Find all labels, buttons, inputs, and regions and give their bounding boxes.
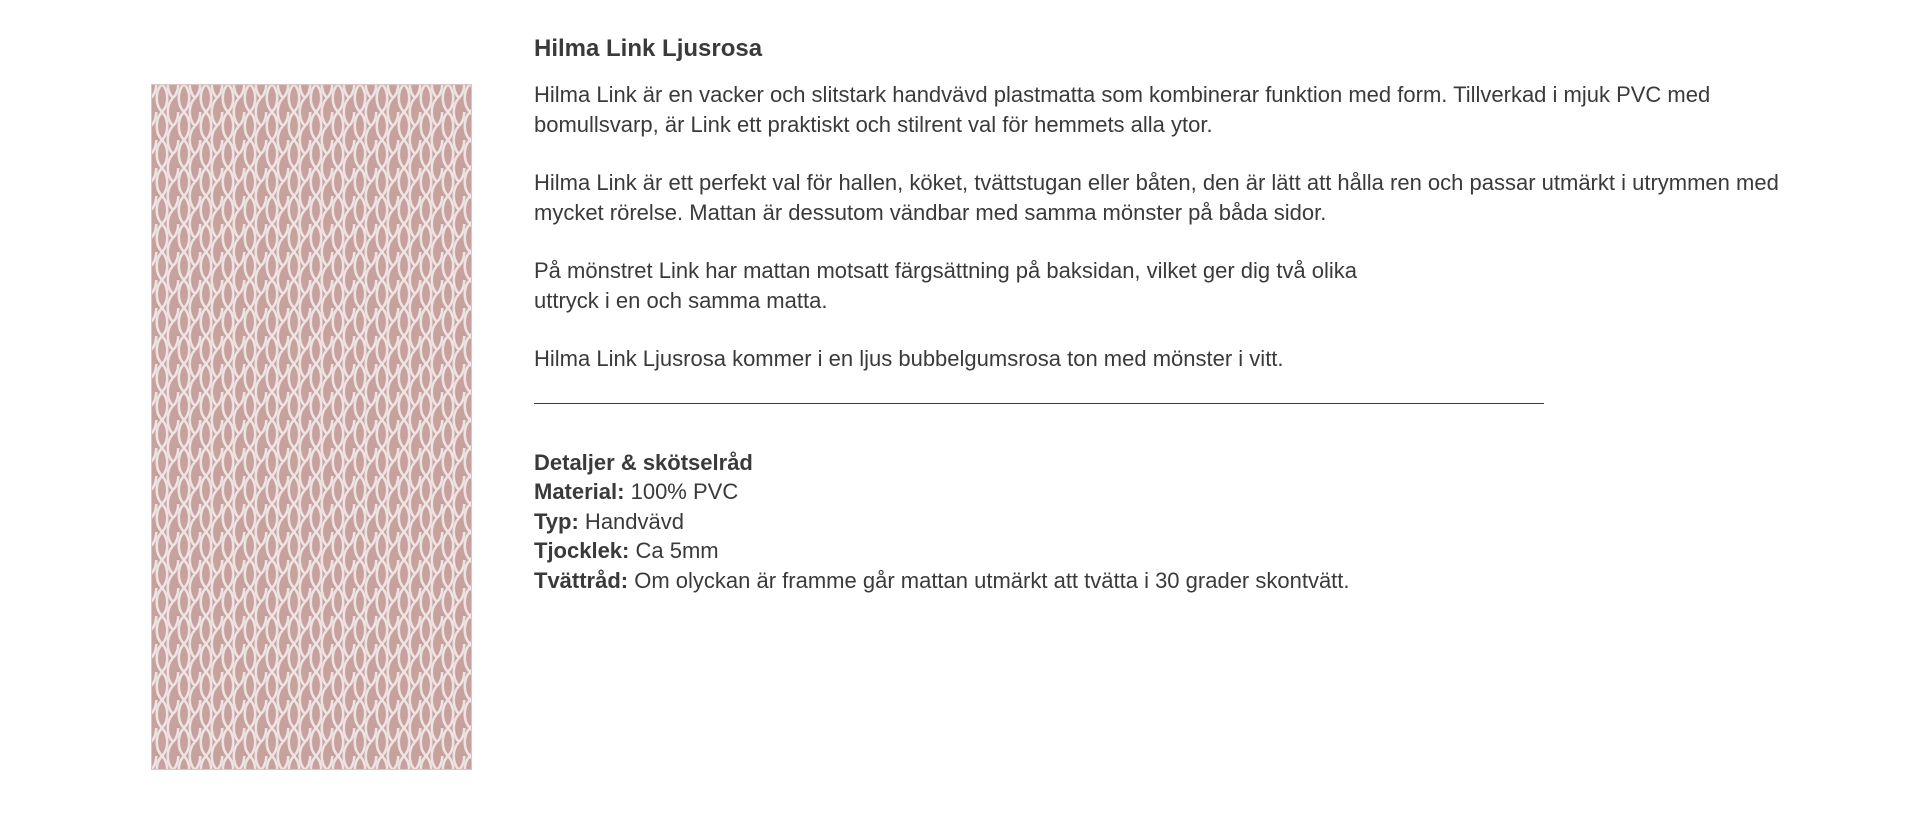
description-paragraph: På mönstret Link har mattan motsatt färgsättning på baksidan, vilket ger dig två olika uttryck i en och samma matta. bbox=[534, 258, 1357, 313]
detail-value: Ca 5mm bbox=[629, 538, 719, 563]
details-heading: Detaljer & skötselråd bbox=[534, 449, 753, 475]
section-divider bbox=[534, 403, 1544, 404]
detail-row-thickness bbox=[534, 536, 1794, 566]
detail-row-washing bbox=[534, 566, 1794, 596]
detail-label: Tjocklek: bbox=[534, 538, 630, 563]
detail-label: Tvättråd: bbox=[534, 567, 629, 593]
description-paragraph: Hilma Link är ett perfekt val för hallen, köket, tvättstugan eller båten, den är lätt att hålla ren och passar utmärkt i utrymmen med mycket rörelse. Mattan är dessutom vändbar med samma mönster på båda sidor. bbox=[534, 170, 1779, 225]
detail-label: Typ: bbox=[534, 508, 579, 534]
description-paragraph: Hilma Link är en vacker och slitstark handvävd plastmatta som kombinerar funktion med form. Tillverkad i mjuk PVC med bomullsvarp, är Link ett praktiskt och stilrent val för hemmets alla ytor. bbox=[534, 82, 1711, 137]
detail-value: Handvävd bbox=[578, 508, 684, 534]
detail-row-material bbox=[534, 477, 1794, 507]
product-title: Hilma Link Ljusrosa bbox=[534, 35, 763, 62]
rug-image bbox=[151, 84, 472, 770]
detail-value: Om olyckan är framme går mattan utmärkt att tvätta i 30 grader skontvätt. bbox=[628, 567, 1350, 593]
detail-value: 100% PVC bbox=[624, 479, 739, 504]
product-description bbox=[534, 34, 1794, 595]
detail-label: Material: bbox=[534, 479, 625, 504]
detail-row-type bbox=[534, 507, 1794, 537]
description-paragraph: Hilma Link Ljusrosa kommer i en ljus bubbelgumsrosa ton med mönster i vitt. bbox=[534, 346, 1284, 371]
